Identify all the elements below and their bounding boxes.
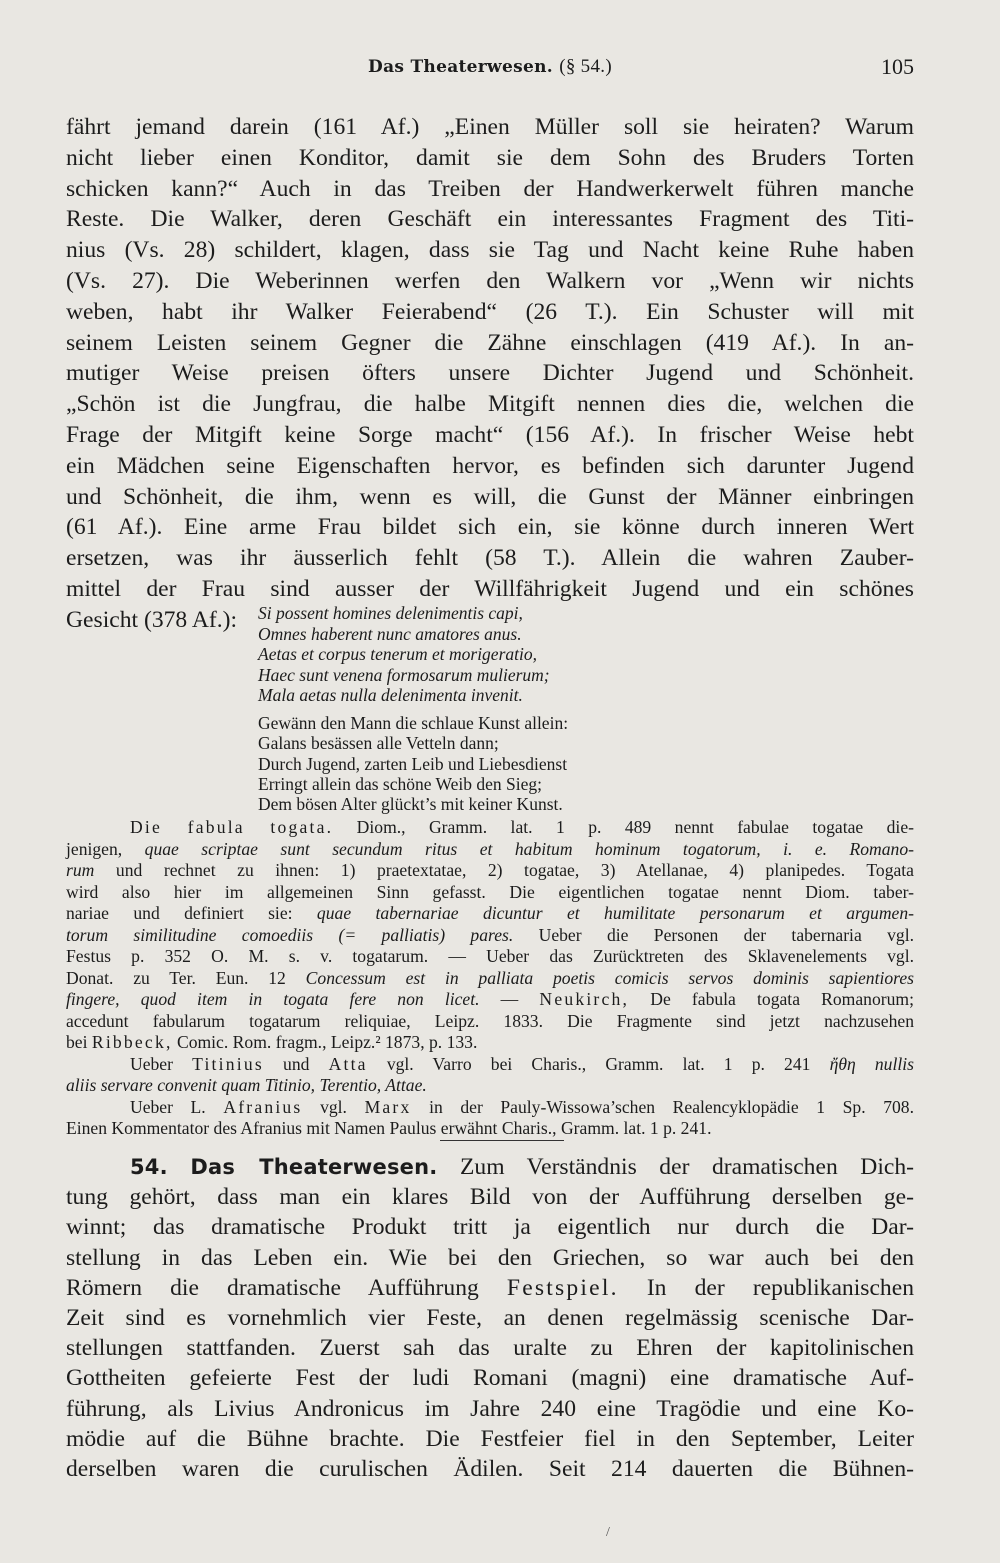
text-line: Frage der Mitgift keine Sorge macht“ (156 Af.). In frischer Weise hebt [66,421,914,448]
text-line: Reste. Die Walker, deren Geschäft ein interessantes Fragment des Titi- [66,206,914,233]
note-line [66,860,914,882]
note-line [66,903,914,925]
text-line: weben, habt ihr Walker Feierabend“ (26 T.). Ein Schuster will mit [66,298,914,325]
note-quote: ἤθη nullis [829,1053,914,1074]
verse-line: Galans besässen alle Vetteln dann; [258,733,499,754]
section-line: winnt; das dramatische Produkt tritt ja eigentlich nur durch die Dar- [66,1214,914,1241]
note-line [66,925,914,947]
note-line: Festus p. 352 O. M. s. v. togatarum. — Ueber das Zurücktreten des Sklavenelements vgl. [66,946,914,966]
author-name: Titinius [192,1053,264,1074]
note-line: aliis servare convenit quam Titinio, Terentio, Attae. [66,1075,427,1095]
note-line: wird also hier im allgemeinen Sinn gefasst. Die eigentlichen togatae nennt Diom. taber- [66,881,914,902]
page-number: 105 [881,54,914,79]
note-line [66,968,914,990]
note-text: und rechnet zu ihnen: 1) praetextatae, 2) togatae, 3) Atellanae, 4) planipedes. Togata [115,860,914,880]
text-line: schicken kann?“ Auch in das Treiben der Handwerkerwelt führen manche [66,175,914,202]
note-text: nariae und definiert sie: [66,903,293,923]
footer-mark: / [606,1525,610,1540]
section-title: Das Theaterwesen. [190,1155,438,1179]
text-line: seinem Leisten seinem Gegner die Zähne einschlagen (419 Af.). In an- [66,329,914,356]
note-quote: torum similitudine comoediis (= palliatis) pares. [66,924,514,945]
text-line: „Schön ist die Jungfrau, die halbe Mitgift nennen dies die, welchen die [66,391,914,418]
note-text: jenigen, [66,838,123,859]
section-text: Zum Verständnis der dramatischen Dich- [460,1154,914,1180]
note-text: Donat. zu Ter. Eun. 12 [66,967,286,988]
running-title-text: Das Theaterwesen. [368,57,553,77]
note-line [66,839,914,861]
main-paragraph [66,112,914,636]
verse-line: Haec sunt venena formosarum mulierum; [258,664,550,685]
section-line: stellung in das Leben ein. Wie bei den Griechen, so war auch bei den [66,1244,914,1271]
note-line [66,1032,914,1054]
note-text: De fabula togata Romanorum; [629,989,914,1009]
author-name: Afranius [223,1096,303,1117]
note-text: Ueber L. [130,1096,206,1117]
verse-line: Mala aetas nulla delenimenta invenit. [258,685,523,706]
text-line: Gesicht (378 Af.): [66,606,238,633]
section-line [66,1273,914,1303]
note-heading: Die fabula togata. [130,817,334,837]
note-text: Ueber die Personen der tabernaria vgl. [538,924,914,945]
section-line: mödie auf die Bühne brachte. Die Festfeier fiel in den September, Leiter [66,1425,914,1452]
section-reference: (§ 54.) [559,56,612,77]
section-line: Zeit sind es vornehmlich vier Feste, an denen regelmässig scenische Dar- [66,1305,914,1332]
running-title [66,56,914,78]
latin-verse-quote [258,603,898,706]
note-text: Ueber [130,1053,173,1074]
section-text: In der republikanischen [646,1274,914,1301]
text-line: mutiger Weise preisen öfters unsere Dichter Jugend und Schönheit. [66,360,914,387]
text-line: fährt jemand darein (161 Af.) „Einen Müller soll sie heiraten? Warum [66,114,914,140]
verse-line: Gewänn den Mann die schlaue Kunst allein: [258,713,569,733]
emphasized-term: Festspiel. [506,1274,619,1301]
note-quote: rum [66,860,95,880]
text-line: ein Mädchen seine Eigenschaften hervor, es befinden sich darunter Jugend [66,452,914,479]
note-line [66,989,914,1011]
note-line: accedunt fabularum togatarum reliquiae, Leipz. 1833. Die Fragmente sind jetzt nachzusehen [66,1010,914,1031]
note-text: in der Pauly-Wissowa’schen Realencyklopädie 1 Sp. 708. [429,1096,915,1117]
section-line [66,1152,914,1182]
note-line: Einen Kommentator des Afranius mit Namen Paulus erwähnt Charis., Gramm. lat. 1 p. 241. [66,1118,712,1138]
section-number: 54. [130,1155,168,1179]
text-line: ersetzen, was ihr äusserlich fehlt (58 T.). Allein die wahren Zauber- [66,545,914,572]
author-name: Marx [364,1096,412,1117]
note-quote: quae tabernariae dicuntur et humilitate personarum et argumen- [316,903,914,923]
section-divider [440,1140,564,1141]
note-text: und [283,1053,310,1074]
note-text: Diom., Gramm. lat. 1 p. 489 nennt fabulae togatae die- [356,817,914,837]
section-text: Römern die dramatische Aufführung [66,1274,479,1301]
section-line: stellungen stattfanden. Zuerst sah das uralte zu Ehren der kapitolinischen [66,1335,914,1362]
section-54 [66,1152,914,1484]
verse-line: Si possent homines delenimentis capi, [258,603,523,623]
text-line: nius (Vs. 28) schildert, klagen, dass sie Tag und Nacht keine Ruhe haben [66,237,914,264]
note-line [66,1097,914,1119]
note-quote: quae scriptae sunt secundum ritus et habitum hominum togatorum, i. e. Romano- [144,838,914,859]
author-name: Atta [328,1053,368,1074]
text-line: (Vs. 27). Die Weberinnen werfen den Walkern vor „Wenn wir nichts [66,267,914,294]
verse-line: Aetas et corpus tenerum et morigeratio, [258,644,537,665]
note-quote: fingere, quod item in togata fere non licet. [66,989,480,1009]
verse-line: Erringt allein das schöne Weib den Sieg; [258,773,543,794]
notes-block [66,817,914,1140]
text-line: nicht lieber einen Konditor, damit sie dem Sohn des Bruders Torten [66,144,914,171]
author-name: Ribbeck, [91,1032,173,1052]
note-line [66,817,914,839]
section-line: derselben waren die curulischen Ädilen. Seit 214 dauerten die Bühnen- [66,1456,914,1483]
note-quote: Concessum est in palliata poetis comicis servos dominis sapientiores [305,967,914,988]
note-text: — [500,989,540,1009]
german-verse-translation [258,713,898,814]
note-line [66,1054,914,1076]
text-line: mittel der Frau sind ausser der Willfährigkeit Jugend und ein schönes [66,575,914,602]
text-line: und Schönheit, die ihm, wenn es will, die Gunst der Männer einbringen [66,483,914,510]
text-line: (61 Af.). Eine arme Frau bildet sich ein, sie könne durch inneren Wert [66,514,914,541]
verse-line: Omnes haberent nunc amatores anus. [258,623,522,644]
verse-line: Durch Jugend, zarten Leib und Liebesdienst [258,753,568,774]
page-header [66,56,914,84]
note-text: vgl. Varro bei Charis., Gramm. lat. 1 p. 241 [386,1053,811,1074]
verse-line: Dem bösen Alter glückt’s mit keiner Kunst. [258,794,563,815]
section-line: führung, als Livius Andronicus im Jahre 240 eine Tragödie und eine Ko- [66,1395,914,1422]
section-line: tung gehört, dass man ein klares Bild von der Aufführung derselben ge- [66,1184,914,1211]
note-text: vgl. [320,1096,347,1117]
note-text: bei [66,1032,88,1052]
section-line: Gottheiten gefeierte Fest der ludi Romani (magni) eine dramatische Auf- [66,1365,914,1392]
note-text: Comic. Rom. fragm., Leipz.² 1873, p. 133. [176,1032,478,1052]
author-name: Neukirch, [539,989,630,1009]
